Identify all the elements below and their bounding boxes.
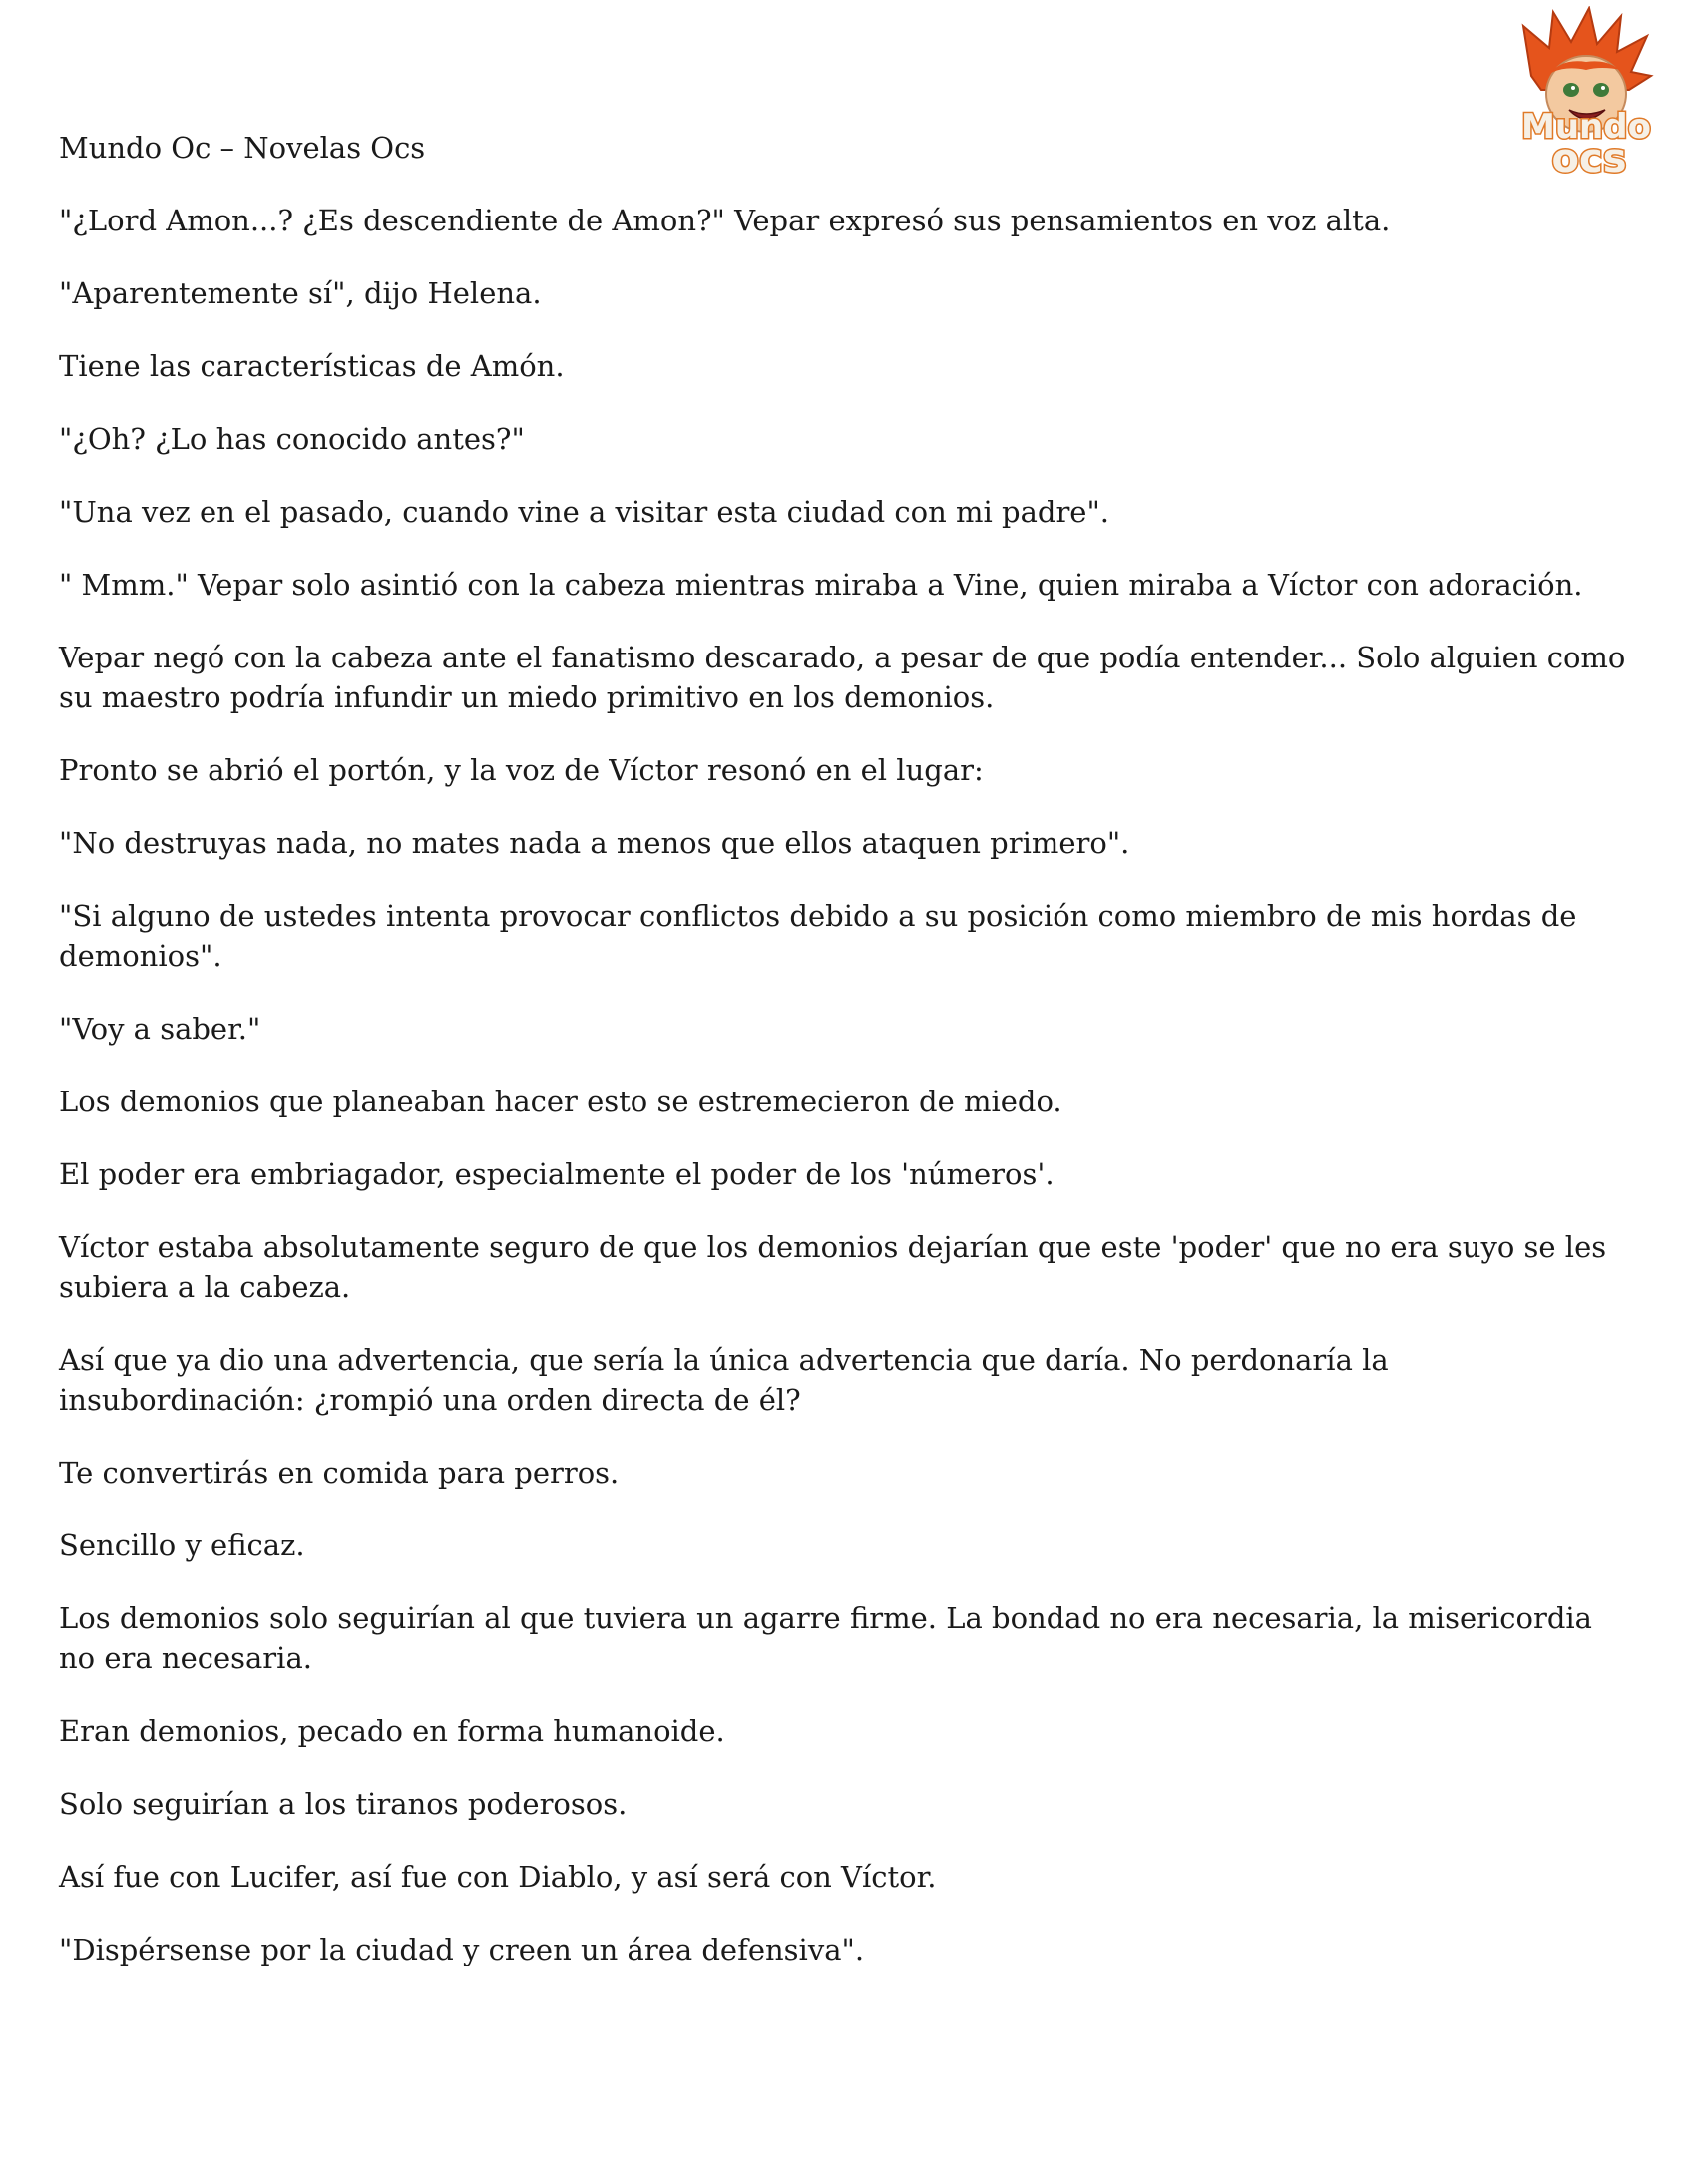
logo-text-line1: Mundo (1521, 107, 1651, 147)
paragraph: "Aparentemente sí", dijo Helena. (59, 276, 542, 310)
paragraph: Pronto se abrió el portón, y la voz de Víctor resonó en el lugar: (59, 753, 984, 787)
paragraph: Los demonios que planeaban hacer esto se estremecieron de miedo. (59, 1085, 1062, 1118)
paragraph: Los demonios solo seguirían al que tuviera un agarre firme. La bondad no era necesaria, la misericordia no era necesaria. (59, 1601, 1592, 1675)
paragraph: "¿Oh? ¿Lo has conocido antes?" (59, 422, 525, 456)
paragraph: El poder era embriagador, especialmente el poder de los 'números'. (59, 1157, 1055, 1191)
paragraph: "No destruyas nada, no mates nada a menos que ellos ataquen primero". (59, 826, 1130, 860)
paragraph: "Una vez en el pasado, cuando vine a visitar esta ciudad con mi padre". (59, 495, 1110, 529)
document-body (59, 128, 1635, 2002)
paragraph: Eran demonios, pecado en forma humanoide. (59, 1714, 725, 1748)
logo-text-line2: ocs (1551, 136, 1627, 181)
paragraph: "Si alguno de ustedes intenta provocar conflictos debido a su posición como miembro de mis hordas de demonios". (59, 899, 1577, 973)
paragraph: Así que ya dio una advertencia, que sería la única advertencia que daría. No perdonaría la insubordinación: ¿rompió una orden directa de él? (59, 1343, 1389, 1417)
paragraph: Tiene las características de Amón. (59, 349, 565, 383)
paragraph: Sencillo y eficaz. (59, 1529, 305, 1562)
paragraph: " Mmm." Vepar solo asintió con la cabeza mientras miraba a Vine, quien miraba a Víctor con adoración. (59, 568, 1583, 602)
document-header: Mundo Oc – Novelas Ocs (59, 131, 426, 165)
paragraph: Te convertirás en comida para perros. (59, 1456, 620, 1490)
paragraph: "Voy a saber." (59, 1012, 261, 1046)
paragraph: Vepar negó con la cabeza ante el fanatismo descarado, a pesar de que podía entender... Solo alguien como su maestro podría infundir un miedo primitivo en los demonios. (59, 641, 1626, 714)
paragraph: "Dispérsense por la ciudad y creen un área defensiva". (59, 1933, 865, 1966)
paragraph: Solo seguirían a los tiranos poderosos. (59, 1787, 628, 1821)
paragraph: Víctor estaba absolutamente seguro de que los demonios dejarían que este 'poder' que no era suyo se les subiera a la cabeza. (59, 1230, 1607, 1304)
paragraph: "¿Lord Amon...? ¿Es descendiente de Amon?" Vepar expresó sus pensamientos en voz alta. (59, 204, 1391, 237)
paragraph: Así fue con Lucifer, así fue con Diablo, y así será con Víctor. (59, 1860, 937, 1894)
